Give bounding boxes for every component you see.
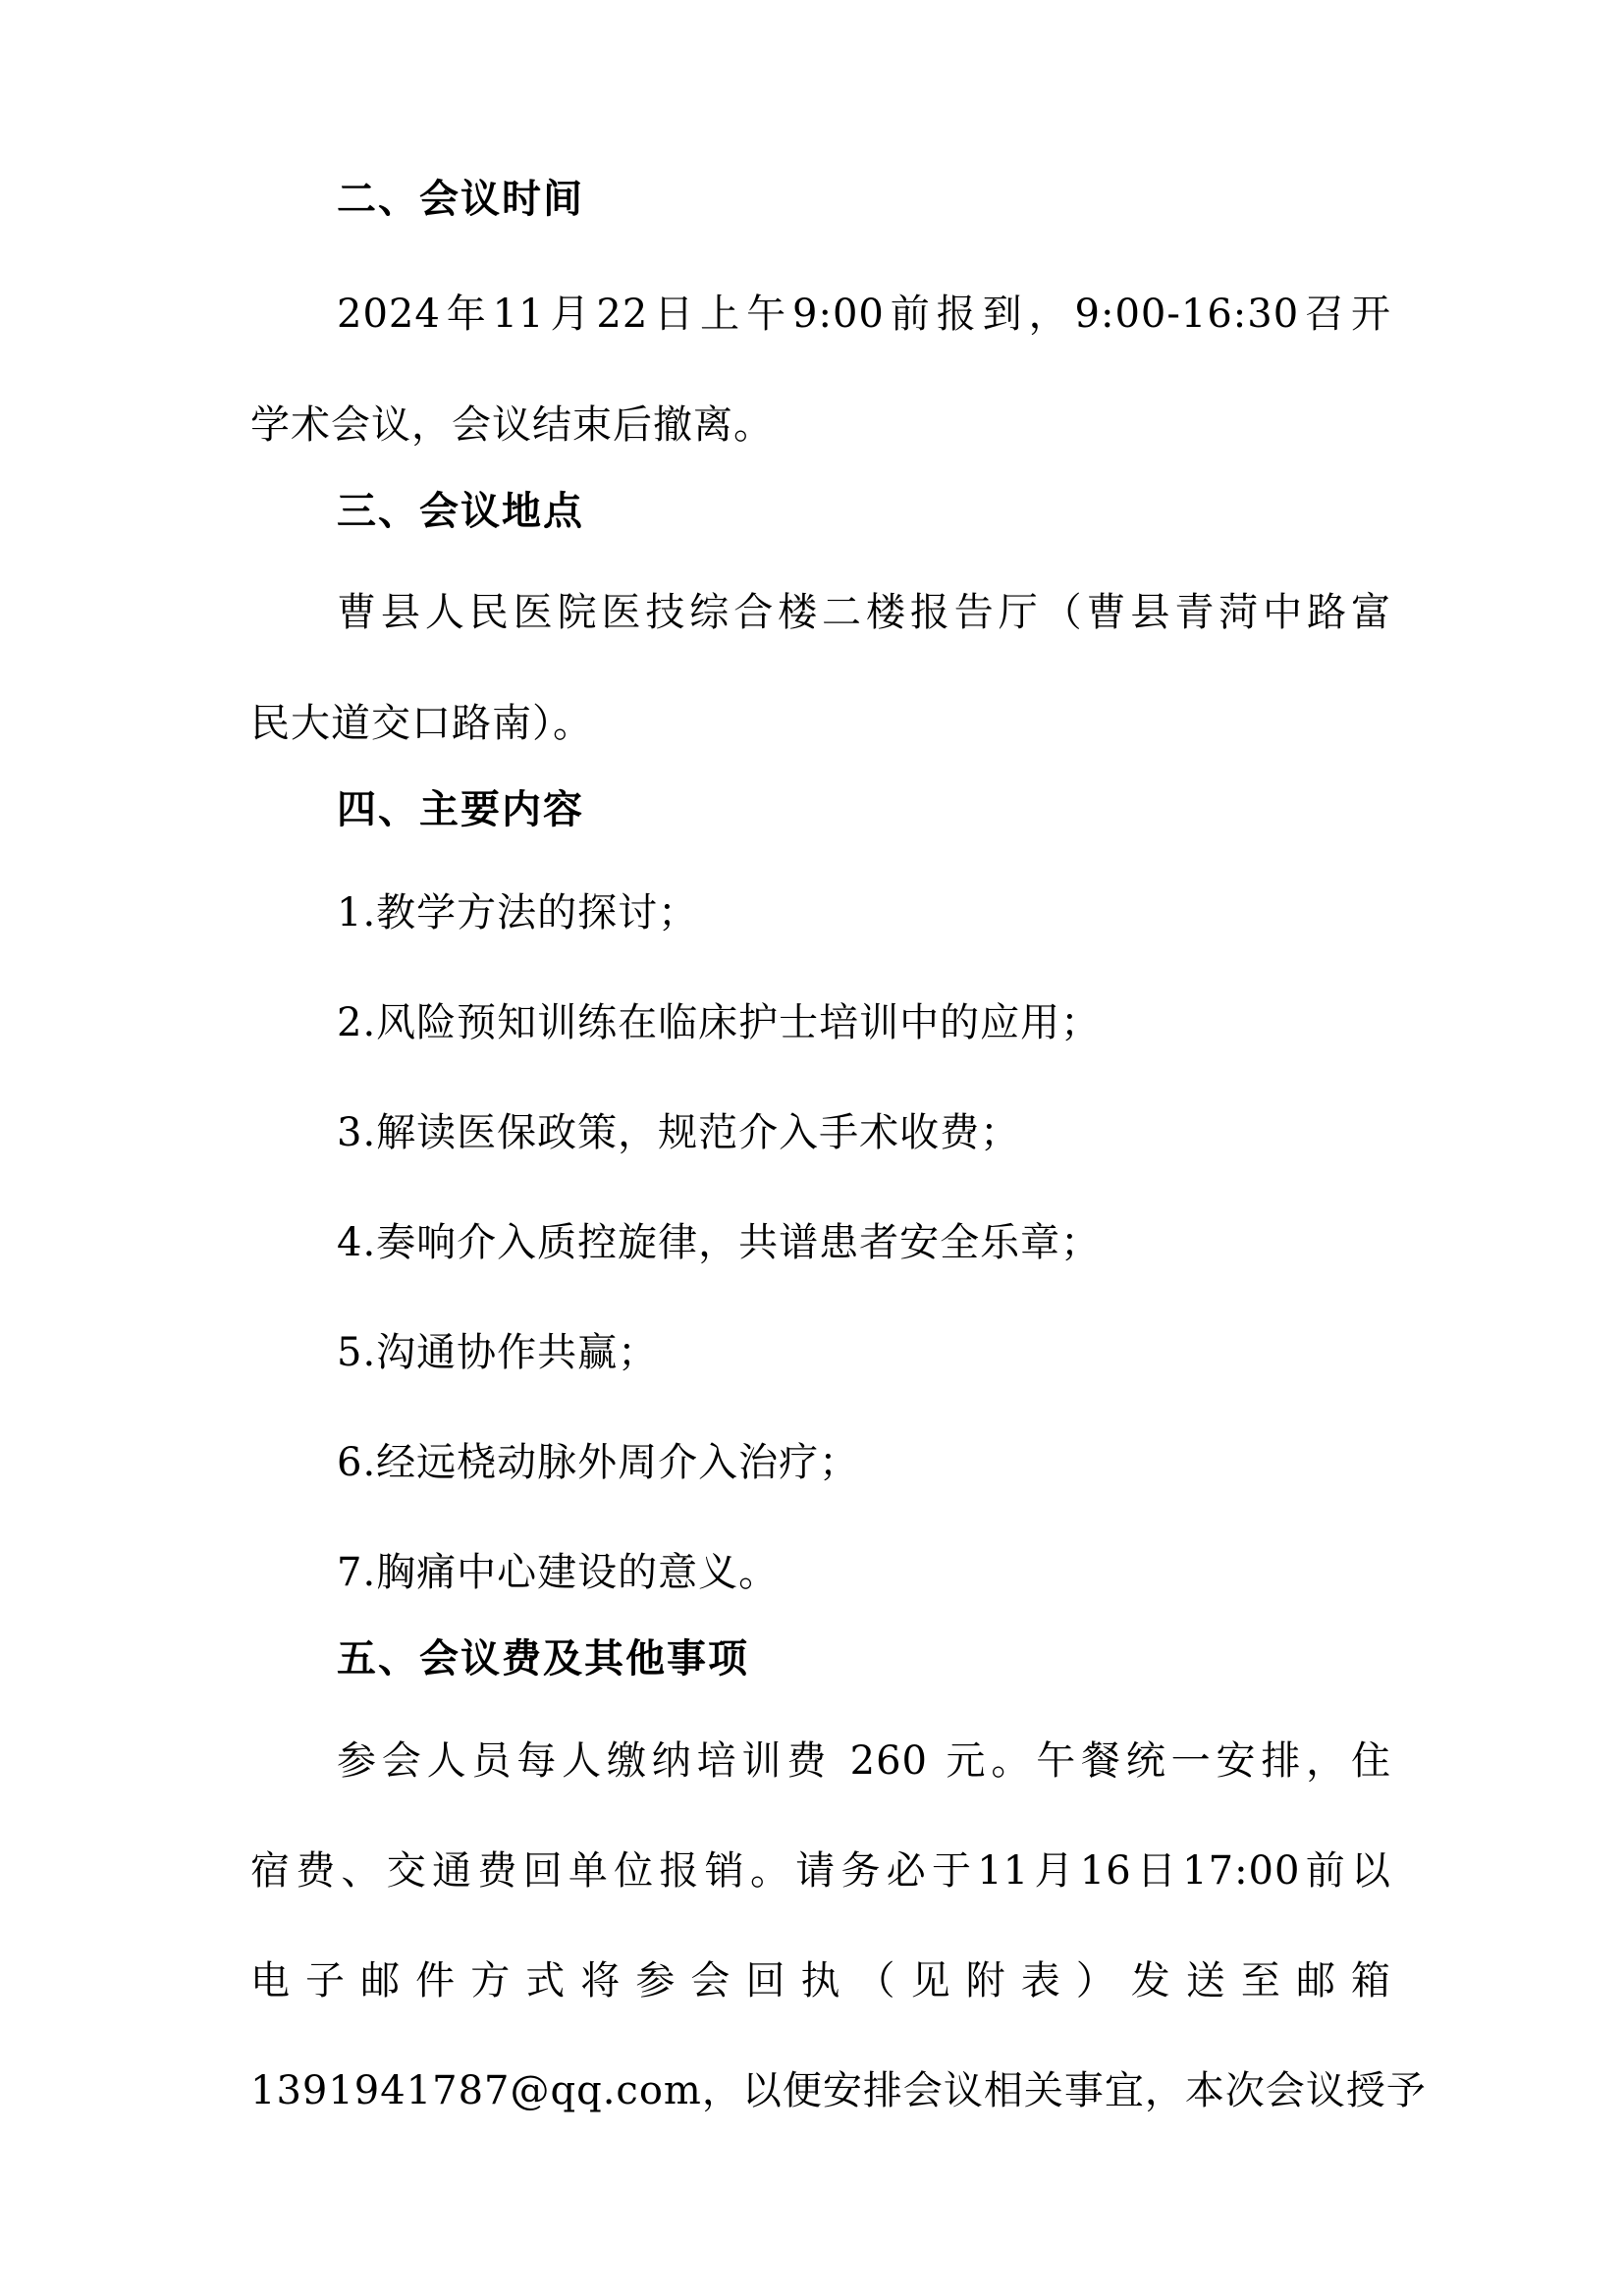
list-item: 4.奏响介入质控旋律，共谱患者安全乐章；: [337, 1220, 1102, 1265]
paragraph-line: 参会人员每人缴纳培训费 260 元。午餐统一安排，住: [337, 1738, 1391, 1784]
paragraph-line: 宿费、交通费回单位报销。请务必于11月16日17:00前以: [250, 1848, 1391, 1894]
paragraph-line: 电子邮件方式将参会回执（见附表）发送至邮箱: [250, 1958, 1391, 2003]
section-heading-meeting-time: 二、会议时间: [337, 177, 584, 222]
paragraph-line: 1391941787@qq.com，以便安排会议相关事宜，本次会议授予: [250, 2068, 1427, 2113]
list-item: 5.沟通协作共赢；: [337, 1330, 659, 1375]
list-item: 7.胸痛中心建设的意义。: [337, 1550, 780, 1595]
list-item: 6.经远桡动脉外周介入治疗；: [337, 1440, 860, 1485]
paragraph-line: 民大道交口路南）。: [250, 701, 593, 746]
section-heading-meeting-location: 三、会议地点: [337, 489, 584, 534]
list-item: 1.教学方法的探讨；: [337, 890, 699, 935]
list-item: 3.解读医保政策，规范介入手术收费；: [337, 1110, 1021, 1155]
list-item: 2.风险预知训练在临床护士培训中的应用；: [337, 1000, 1102, 1045]
section-heading-fees-and-other: 五、会议费及其他事项: [337, 1636, 749, 1682]
section-heading-main-content: 四、主要内容: [337, 787, 584, 832]
paragraph-line: 2024年11月22日上午9:00前报到，9:00-16:30召开: [337, 292, 1391, 337]
paragraph-line: 学术会议，会议结束后撤离。: [250, 402, 774, 448]
paragraph-line: 曹县人民医院医技综合楼二楼报告厅（曹县青菏中路富: [337, 590, 1391, 635]
